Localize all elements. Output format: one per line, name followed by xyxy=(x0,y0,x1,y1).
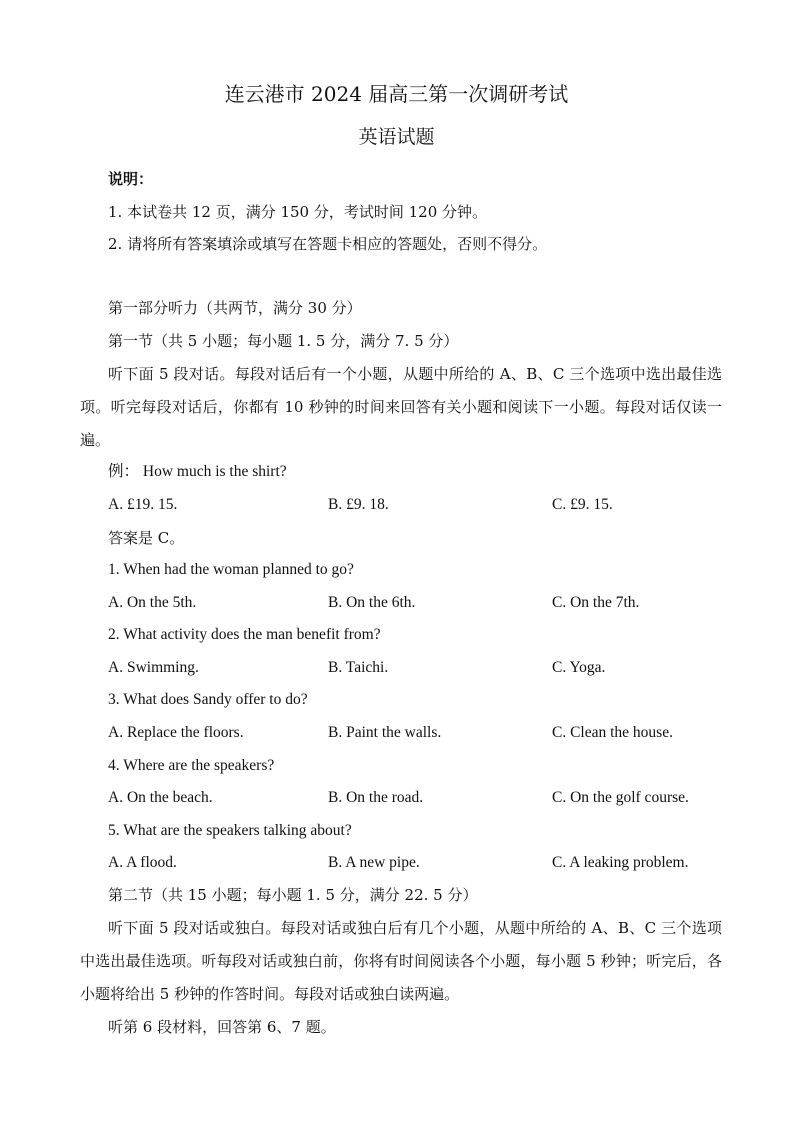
question-1-option-c: C. On the 7th. xyxy=(552,594,640,611)
section1-title: 第一节（共 5 小题；每小题 1. 5 分，满分 7. 5 分） xyxy=(108,332,459,350)
question-5: 5. What are the speakers talking about? xyxy=(108,822,352,839)
question-3-option-c: C. Clean the house. xyxy=(552,724,673,741)
question-3-option-a: A. Replace the floors. xyxy=(108,724,244,741)
example-answer: 答案是 C。 xyxy=(108,529,185,547)
page-subtitle: 英语试题 xyxy=(358,126,435,148)
section2-title: 第二节（共 15 小题；每小题 1. 5 分，满分 22. 5 分） xyxy=(108,886,478,904)
page-title: 连云港市 2024 届高三第一次调研考试 xyxy=(224,82,569,106)
example-question: 例： How much is the shirt? xyxy=(108,463,287,480)
question-5-option-b: B. A new pipe. xyxy=(328,854,420,871)
question-2: 2. What activity does the man benefit from? xyxy=(108,626,381,643)
question-2-option-c: C. Yoga. xyxy=(552,659,606,676)
question-5-option-a: A. A flood. xyxy=(108,854,177,871)
question-3: 3. What does Sandy offer to do? xyxy=(108,691,308,708)
question-4-option-b: B. On the road. xyxy=(328,789,424,806)
question-1: 1. When had the woman planned to go? xyxy=(108,561,354,578)
section1-directions: 听下面 5 段对话。每段对话后有一个小题，从题中所给的 A、B、C 三个选项中选出最佳选项。听完每段对话后，你都有 10 秒钟的时间来回答有关小题和阅读下一小题。每段对话仅读一遍。 xyxy=(80,365,722,449)
instruction-item: 2. 请将所有答案填涂或填写在答题卡相应的答题处，否则不得分。 xyxy=(108,235,548,253)
question-1-option-b: B. On the 6th. xyxy=(328,594,416,611)
question-4-option-a: A. On the beach. xyxy=(108,789,213,806)
part1-title: 第一部分听力（共两节，满分 30 分） xyxy=(108,299,362,317)
instructions-label: 说明： xyxy=(108,170,154,188)
example-option-a: A. £19. 15. xyxy=(108,496,178,513)
example-option-b: B. £9. 18. xyxy=(328,496,389,513)
question-3-option-b: B. Paint the walls. xyxy=(328,724,442,741)
question-2-option-a: A. Swimming. xyxy=(108,659,199,676)
question-2-option-b: B. Taichi. xyxy=(328,659,389,676)
instruction-item: 1. 本试卷共 12 页，满分 150 分，考试时间 120 分钟。 xyxy=(108,203,488,221)
question-4-option-c: C. On the golf course. xyxy=(552,789,689,806)
material-note: 听第 6 段材料，回答第 6、7 题。 xyxy=(108,1018,336,1036)
example-option-c: C. £9. 15. xyxy=(552,496,613,513)
question-1-option-a: A. On the 5th. xyxy=(108,594,197,611)
section2-directions: 听下面 5 段对话或独白。每段对话或独白后有几个小题，从题中所给的 A、B、C 三个选项中选出最佳选项。听每段对话或独白前，你将有时间阅读各个小题，每小题 5 秒钟；听完后，各小题将给出 5 秒钟的作答时间。每段对话或独白读两遍。 xyxy=(80,919,722,1003)
question-5-option-c: C. A leaking problem. xyxy=(552,854,689,871)
question-4: 4. Where are the speakers? xyxy=(108,757,275,774)
